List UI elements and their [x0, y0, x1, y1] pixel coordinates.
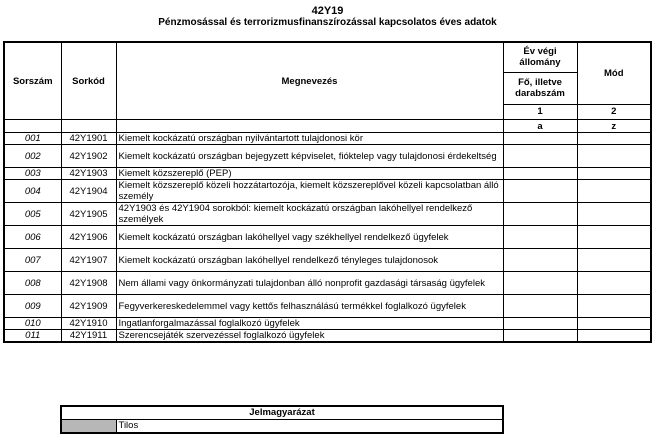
header-sorkod: Sorkód	[61, 42, 116, 120]
row-value-z[interactable]	[577, 145, 651, 168]
row-megnevezes: Kiemelt közszereplő (PEP)	[116, 168, 503, 180]
row-sorszam: 007	[4, 249, 61, 272]
table-row	[4, 145, 651, 168]
row-value-a[interactable]	[503, 145, 577, 168]
row-sorkod: 42Y1902	[61, 145, 116, 168]
row-value-z[interactable]	[577, 168, 651, 180]
table-row	[4, 295, 651, 318]
row-sorkod: 42Y1901	[61, 133, 116, 145]
legend	[60, 405, 504, 434]
table-row	[4, 180, 651, 203]
row-value-z[interactable]	[577, 226, 651, 249]
header-sorszam: Sorszám	[4, 42, 61, 120]
row-sorszam: 003	[4, 168, 61, 180]
header-ev-vegi: Év végi állomány	[503, 42, 577, 72]
table-row	[4, 226, 651, 249]
row-sorkod: 42Y1908	[61, 272, 116, 295]
collet-a: a	[503, 120, 577, 133]
row-value-a[interactable]	[503, 226, 577, 249]
row-sorszam: 004	[4, 180, 61, 203]
row-sorkod: 42Y1909	[61, 295, 116, 318]
row-value-z[interactable]	[577, 295, 651, 318]
legend-title: Jelmagyarázat	[61, 406, 503, 420]
row-megnevezes: Nem állami vagy önkormányzati tulajdonban álló nonprofit gazdasági társaság ügyfelek	[116, 272, 503, 295]
row-sorszam: 010	[4, 318, 61, 330]
row-sorkod: 42Y1911	[61, 330, 116, 343]
row-sorkod: 42Y1903	[61, 168, 116, 180]
row-value-a[interactable]	[503, 133, 577, 145]
table-row	[4, 168, 651, 180]
collet-z: z	[577, 120, 651, 133]
row-value-a[interactable]	[503, 272, 577, 295]
row-megnevezes: 42Y1903 és 42Y1904 sorokból: kiemelt kockázatú országban lakóhellyel rendelkező személyek	[116, 203, 503, 226]
table-row	[4, 272, 651, 295]
row-value-a[interactable]	[503, 168, 577, 180]
table-row	[4, 133, 651, 145]
row-sorszam: 006	[4, 226, 61, 249]
header-mod: Mód	[577, 42, 651, 104]
row-value-z[interactable]	[577, 133, 651, 145]
row-sorkod: 42Y1904	[61, 180, 116, 203]
row-value-a[interactable]	[503, 180, 577, 203]
row-megnevezes: Ingatlanforgalmazással foglalkozó ügyfelek	[116, 318, 503, 330]
row-value-a[interactable]	[503, 249, 577, 272]
legend-label-tilos: Tilos	[116, 420, 503, 434]
row-megnevezes: Kiemelt kockázatú országban bejegyzett képviselet, fióktelep vagy tulajdonosi érdekeltség	[116, 145, 503, 168]
row-sorkod: 42Y1905	[61, 203, 116, 226]
row-sorszam: 005	[4, 203, 61, 226]
row-value-z[interactable]	[577, 330, 651, 343]
row-megnevezes: Kiemelt kockázatú országban nyilvántartott tulajdonosi kör	[116, 133, 503, 145]
row-sorszam: 008	[4, 272, 61, 295]
row-sorszam: 009	[4, 295, 61, 318]
table-row	[4, 203, 651, 226]
table-row	[4, 318, 651, 330]
row-value-z[interactable]	[577, 249, 651, 272]
row-sorkod: 42Y1907	[61, 249, 116, 272]
form-title: Pénzmosással és terrorizmusfinanszírozással kapcsolatos éves adatok	[158, 17, 497, 28]
row-value-a[interactable]	[503, 203, 577, 226]
legend-swatch-tilos	[61, 420, 116, 434]
header-megnevezes: Megnevezés	[116, 42, 503, 120]
header-fo-darabszam: Fő, illetve darabszám	[503, 72, 577, 104]
form-code: 42Y19	[311, 5, 344, 17]
row-megnevezes: Kiemelt kockázatú országban lakóhellyel rendelkező tényleges tulajdonosok	[116, 249, 503, 272]
row-value-a[interactable]	[503, 318, 577, 330]
row-sorszam: 011	[4, 330, 61, 343]
table-row	[4, 330, 651, 343]
row-sorszam: 001	[4, 133, 61, 145]
row-value-a[interactable]	[503, 330, 577, 343]
row-sorkod: 42Y1906	[61, 226, 116, 249]
table-row	[4, 249, 651, 272]
data-table	[3, 41, 652, 343]
row-megnevezes: Kiemelt kockázatú országban lakóhellyel vagy székhellyel rendelkező ügyfelek	[116, 226, 503, 249]
row-sorkod: 42Y1910	[61, 318, 116, 330]
row-megnevezes: Fegyverkereskedelemmel vagy kettős felhasználású termékkel foglalkozó ügyfelek	[116, 295, 503, 318]
row-value-z[interactable]	[577, 180, 651, 203]
colnum-1: 1	[503, 104, 577, 119]
row-megnevezes: Kiemelt közszereplő közeli hozzátartozója, kiemelt közszereplővel közeli kapcsolatban álló személy	[116, 180, 503, 203]
row-value-a[interactable]	[503, 295, 577, 318]
row-value-z[interactable]	[577, 318, 651, 330]
row-value-z[interactable]	[577, 203, 651, 226]
row-megnevezes: Szerencsejáték szervezéssel foglalkozó ügyfelek	[116, 330, 503, 343]
row-value-z[interactable]	[577, 272, 651, 295]
row-sorszam: 002	[4, 145, 61, 168]
colnum-2: 2	[577, 104, 651, 119]
